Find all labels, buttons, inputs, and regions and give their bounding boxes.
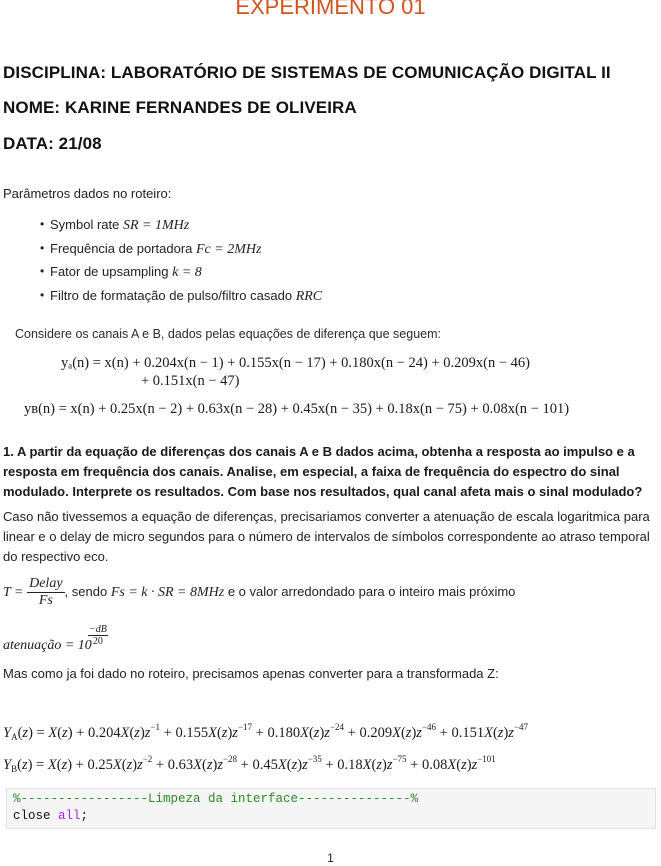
exponent-numerator: −dB bbox=[89, 624, 107, 635]
list-item bbox=[40, 285, 322, 309]
t-formula bbox=[3, 576, 515, 609]
bullet-text: Filtro de formatação de pulso/filtro casado bbox=[50, 287, 296, 303]
attenuation-base: atenuação = 10 bbox=[3, 638, 92, 653]
conversion-paragraph: Caso não tivessemos a equação de diferenças, precisariamos converter a atenuação de escala logaritmica para linear e o delay de micro segundos para o número de intervalos de símbolos correspondente ao atraso temporal do respectivo eco. bbox=[3, 509, 650, 564]
fraction-denominator: Fs bbox=[38, 593, 53, 608]
parameters-list bbox=[40, 214, 322, 308]
code-argument: all bbox=[58, 809, 81, 823]
bullet-math: SR = 1MHz bbox=[122, 218, 190, 233]
question-1: 1. A partir da equação de diferenças dos canais A e B dados acima, obtenha a resposta ao impulso e a resposta em frequência dos canais. Analise, em especial, a faixa de frequência do espectro do sinal modulado. Interprete os resultados. Com base nos resultados, qual canal afeta mais o sinal modulado? bbox=[3, 444, 643, 499]
code-comment-line: %-----------------Limpeza da interface---------------% bbox=[13, 792, 419, 806]
bullet-math: k = 8 bbox=[172, 265, 202, 280]
parameters-intro: Parâmetros dados no roteiro: bbox=[3, 186, 172, 201]
bullet-text: Fator de upsampling bbox=[50, 264, 173, 279]
fraction-numerator: Delay bbox=[29, 576, 63, 591]
channel-b-equation: yʙ(n) = x(n) + 0.25x(n − 2) + 0.63x(n − 28) + 0.45x(n − 35) + 0.18x(n − 75) + 0.08x(n − 101) bbox=[24, 401, 570, 417]
z-equation-b: $Y_B(z) = X(z) + 0.25X(z)z^{-2} + 0.63X(z)z^{-28} + 0.45X(z)z^{-35} + 0.18X(z)z^{-75} + 0.08X(z)z^{-101}$ bbox=[3, 754, 496, 774]
list-item bbox=[40, 214, 322, 238]
z-transform-intro: Mas como ja foi dado no roteiro, precisamos apenas converter para a transformada Z: bbox=[3, 666, 499, 681]
code-block[interactable] bbox=[6, 788, 656, 829]
page-number: 1 bbox=[327, 851, 334, 865]
list-item bbox=[40, 261, 322, 285]
equations-caption: Considere os canais A e B, dados pelas equações de diferença que seguem: bbox=[15, 327, 441, 341]
code-line bbox=[13, 808, 649, 825]
code-command: close bbox=[13, 809, 59, 823]
code-terminator: ; bbox=[80, 809, 89, 823]
t-middle-text: , sendo bbox=[64, 583, 111, 599]
bullet-math: Fc = 2MHz bbox=[195, 241, 262, 257]
channel-a-equation-line2: + 0.151x(n − 47) bbox=[141, 373, 240, 389]
z-equation-a: $Y_A(z) = X(z) + 0.204X(z)z^{-1} + 0.155X(z)z^{-17} + 0.180X(z)z^{-24} + 0.209X(z)z^{-46} + 0.151X(z)z^{-47}$ bbox=[3, 722, 529, 742]
channel-a-equation-line1: yₐ(n) = x(n) + 0.204x(n − 1) + 0.155x(n − 17) + 0.180x(n − 24) + 0.209x(n − 46) bbox=[61, 355, 531, 371]
t-tail-text: e o valor arredondado para o inteiro mais próximo bbox=[224, 583, 516, 599]
list-item bbox=[40, 238, 322, 262]
bullet-text: Frequência de portadora bbox=[50, 240, 196, 256]
course-heading: DISCIPLINA: LABORATÓRIO DE SISTEMAS DE COMUNICAÇÃO DIGITAL II bbox=[3, 63, 611, 82]
channel-equations-image bbox=[15, 322, 615, 422]
document-title: EXPERIMENTO 01 bbox=[235, 0, 426, 19]
exponent-denominator: 20 bbox=[92, 636, 103, 647]
attenuation-exponent bbox=[88, 624, 108, 647]
date-heading: DATA: 21/08 bbox=[3, 134, 102, 153]
fs-expression: Fs = k · SR = 8MHz bbox=[110, 584, 225, 600]
student-name-heading: NOME: KARINE FERNANDES DE OLIVEIRA bbox=[3, 98, 357, 117]
bullet-math: RRC bbox=[295, 288, 323, 304]
delay-fraction bbox=[27, 576, 64, 609]
bullet-text: Symbol rate bbox=[50, 217, 123, 232]
t-lhs: T = bbox=[3, 584, 24, 600]
